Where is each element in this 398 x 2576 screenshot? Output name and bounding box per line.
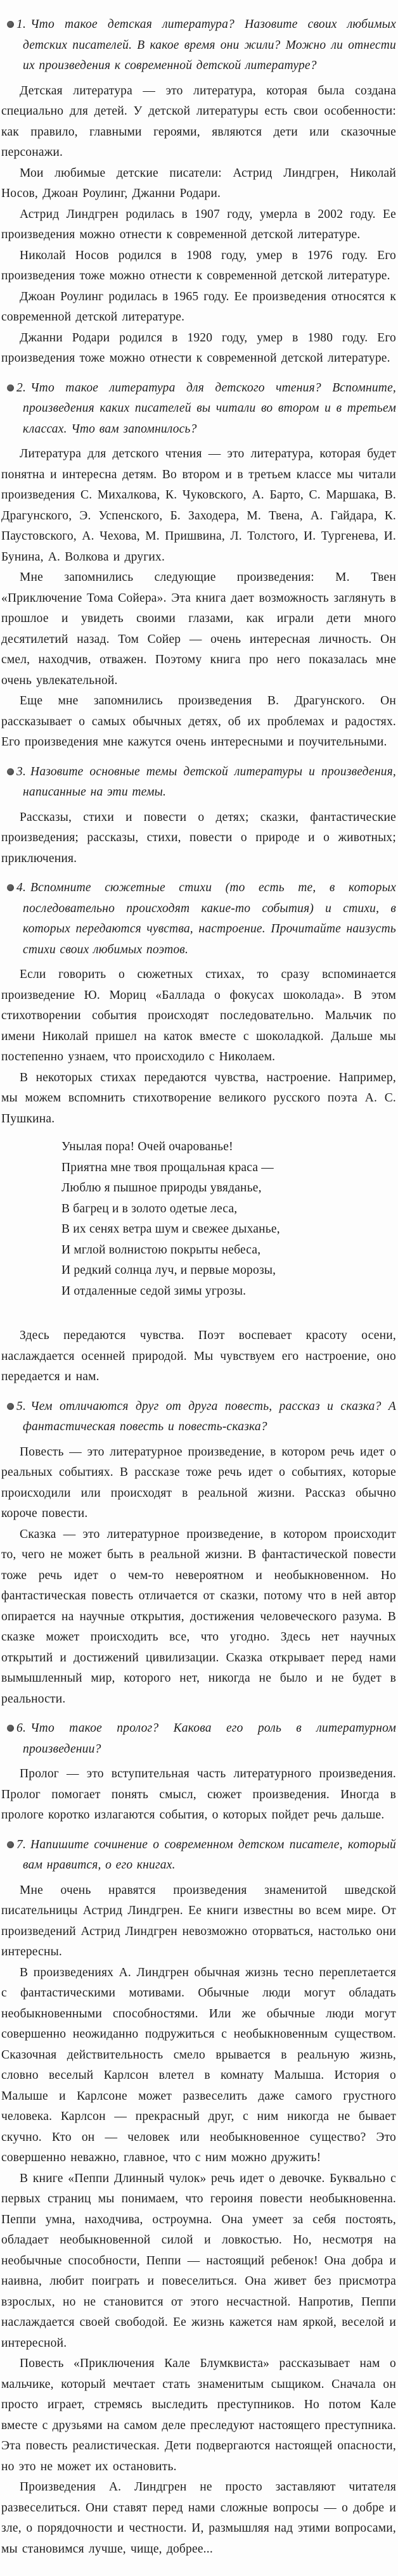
question-2	[1, 378, 396, 440]
question-number: 5.	[16, 1399, 27, 1413]
answer-paragraph: Мои любимые детские писатели: Астрид Линдгрен, Николай Носов, Джоан Роулинг, Джанни Родари.	[1, 166, 396, 200]
answer-paragraph: Повесть — это литературное произведение, в котором речь идет о реальных событиях. В рассказе тоже речь идет о событиях, которые происходили или происходят в реальной жизни. Рассказ обычно короче повести.	[1, 1445, 396, 1520]
answer-paragraph: Сказка — это литературное произведение, в котором происходит то, чего не может быть в реальной жизни. В фантастической повести тоже речь идет о чем-то невероятном и необыкновенном. Но фантастическая повесть отличается от сказки, потому что в ней автор опирается на научные открытия, достижения человеческого разума. В сказке может происходить все, что угодно. Здесь нет научных открытий и достижений цивилизации. Сказка открывает перед нами вымышленный мир, которого нет, никогда не было и не будет в реальности.	[1, 1527, 396, 1706]
question-text: Что такое пролог? Какова его роль в литературном произведении?	[23, 1722, 396, 1756]
question-6	[1, 1718, 396, 1760]
poem-line: И мглой волнистою покрыты небеса,	[61, 1243, 261, 1257]
question-text: Назовите основные темы детской литературы и произведения, написанные на эти темы.	[23, 765, 396, 799]
answer-paragraph: Здесь передаются чувства. Поэт воспевает красоту осени, наслаждается осенней природой. Мы чувствуем его настроение, оно передается и нам.	[1, 1329, 396, 1383]
question-text: Вспомните сюжетные стихи (то есть те, в которых последовательно происходят какие-то события) и стихи, в которых передаются чувства, настроение. Прочитайте наизусть стихи своих любимых поэтов.	[23, 881, 396, 956]
bullet-icon	[7, 1725, 14, 1732]
answer-paragraph: Джанни Родари родился в 1920 году, умер в 1980 году. Его произведения тоже можно отнести к современной детской литературе.	[1, 331, 396, 365]
answer-paragraph: Если говорить о сюжетных стихах, то сразу вспоминается произведение Ю. Мориц «Баллада о фокусах шоколада». В этом стихотворении события происходят последовательно. Мальчик по имени Николай пришел на каток вместе с шоколадкой. Дальше мы постепенно узнаем, что происходило с Николаем.	[1, 968, 396, 1063]
answer-paragraph: Николай Носов родился в 1908 году, умер в 1976 году. Его произведения тоже можно отнести к современной детской литературе.	[1, 248, 396, 282]
answer-paragraph: Еще мне запомнились произведения В. Драгунского. Он рассказывает о самых обычных детях, об их проблемах и радостях. Его произведения мне кажутся очень интересными и поучительными.	[1, 694, 396, 749]
answer-paragraph: В некоторых стихах передаются чувства, настроение. Например, мы можем вспомнить стихотворение великого русского поэта А. С. Пушкина.	[1, 1070, 396, 1126]
bullet-icon	[7, 21, 14, 28]
answer-paragraph: Повесть «Приключения Кале Блумквиста» рассказывает нам о мальчике, который мечтает стать знаменитым сыщиком. Сначала он просто играет, стремясь выследить преступников. Но потом Кале вместе с друзьями на самом деле преследуют настоящего преступника. Эта повесть реалистическая. Дети подвергаются настоящей опасности, но это не может их остановить.	[1, 2357, 396, 2473]
poem-line: В их сенях ветра шум и свежее дыханье,	[61, 1222, 280, 1236]
poem-line: В багрец и в золото одетые леса,	[61, 1202, 238, 1215]
answer-paragraph: Пролог — это вступительная часть литературного произведения. Пролог помогает понять смысл, сюжет произведения. Иногда в прологе коротко излагаются события, о которых пойдет речь дальше.	[1, 1767, 396, 1822]
question-text: Что такое литература для детского чтения? Вспомните, произведения каких писателей вы читали во втором и в третьем классах. Что вам запомнилось?	[23, 381, 396, 436]
bullet-icon	[7, 1403, 14, 1410]
answer-paragraph: Астрид Линдгрен родилась в 1907 году, умерла в 2002 году. Ее произведения можно отнести к современной детской литературе.	[1, 207, 396, 241]
answer-paragraph: В произведениях А. Линдгрен обычная жизнь тесно переплетается с фантастическими мотивами. Обычные люди могут обладать необыкновенными способностями. Или же обычные люди могут совершенно неожиданно подружиться с необыкновенным существом. Сказочная действительность смело врывается в реальную жизнь, словно веселый Карлсон влетел в комнату Малыша. История о Малыше и Карлсоне может развеселить даже самого грустного человека. Карлсон — прекрасный друг, с ним никогда не бывает скучно. Кто он — человек или необыкновенное существо? Это совершенно неважно, главное, что с ним можно дружить!	[1, 1965, 396, 2164]
question-number: 3.	[16, 765, 27, 778]
bullet-icon	[7, 768, 14, 775]
question-number: 6.	[16, 1722, 27, 1735]
question-5	[1, 1397, 396, 1438]
answer-paragraph: Джоан Роулинг родилась в 1965 году. Ее произведения относятся к современной детской литературе.	[1, 289, 396, 324]
question-number: 1.	[16, 18, 27, 31]
poem-line: И отдаленные седой зимы угрозы.	[61, 1284, 247, 1298]
question-text: Напишите сочинение о современном детском писателе, который вам нравится, о его книгах.	[23, 1837, 396, 1872]
poem-line: И редкий солнца луч, и первые морозы,	[61, 1264, 276, 1277]
question-number: 4.	[16, 881, 27, 894]
answer-paragraph: В книге «Пеппи Длинный чулок» речь идет о девочке. Буквально с первых страниц мы понимаем, что героиня повести необыкновенна. Пеппи умна, находчива, остроумна. Она умеет за себя постоять, обладает необыкновенной силой и ловкостью. Но, несмотря на необычные способности, Пеппи — настоящий ребенок! Она добра и наивна, любит поиграть и повеселиться. Она живет без присмотра взрослых, но не становится от этого несчастной. Напротив, Пеппи наслаждается своей свободой. Ее жизнь кажется нам яркой, веселой и интересной.	[1, 2171, 396, 2350]
poem-line: Приятна мне твоя прощальная краса —	[61, 1160, 274, 1174]
answer-paragraph: Детская литература — это литература, которая была создана специально для детей. У детской литературы есть свои особенности: как правило, главными героями, являются дети или сказочные персонажи.	[1, 84, 396, 159]
question-text: Чем отличаются друг от друга повесть, рассказ и сказка? А фантастическая повесть и повесть-сказка?	[23, 1399, 396, 1433]
question-number: 7.	[16, 1837, 27, 1851]
bullet-icon	[7, 884, 14, 891]
scanned-book-page	[1, 15, 396, 2560]
poem-pushkin	[61, 1137, 396, 1302]
bullet-icon	[7, 384, 14, 391]
question-number: 2.	[16, 381, 27, 395]
answer-paragraph: Мне очень нравятся произведения знаменитой шведской писательницы Астрид Линдгрен. Ее книги известны во всем мире. От произведений Астрид Линдгрен невозможно оторваться, настолько они интересны.	[1, 1883, 396, 1958]
bullet-icon	[7, 1841, 14, 1848]
question-7	[1, 1835, 396, 1876]
question-1	[1, 15, 396, 77]
answer-paragraph: Рассказы, стихи и повести о детях; сказки, фантастические произведения; рассказы, стихи, повести о природе и о животных; приключения.	[1, 810, 396, 865]
question-3	[1, 762, 396, 803]
answer-paragraph: Литература для детского чтения — это литература, которая будет понятна и интересна детям. Во втором и в третьем классе мы читали произведения С. Михалкова, К. Чуковского, А. Барто, С. Маршака, В. Драгунского, Э. Успенского, Б. Заходера, М. Твена, А. Гайдара, К. Паустовского, А. Чехова, М. Пришвина, Л. Толстого, И. Тургенева, И. Бунина, А. Волкова и других.	[1, 447, 396, 564]
poem-line: Люблю я пышное природы увяданье,	[61, 1181, 262, 1195]
answer-paragraph: Произведения А. Линдгрен не просто заставляют читателя развеселиться. Они ставят перед нами сложные вопросы — о добре и зле, о порядочности и честности. И, размышляя над этими вопросами, мы становимся лучше, чище, добрее...	[1, 2480, 396, 2556]
poem-line: Унылая пора! Очей очарованье!	[61, 1140, 233, 1153]
answer-paragraph: Мне запомнились следующие произведения: М. Твен «Приключение Тома Сойера». Эта книга дает возможность заглянуть в прошлое и увидеть своими глазами, как играли дети много десятилетий назад. Том Сойер — очень интересная личность. Он смел, находчив, отважен. Поэтому книга про него показалась мне очень увлекательной.	[1, 571, 396, 687]
question-4	[1, 878, 396, 960]
question-text: Что такое детская литература? Назовите своих любимых детских писателей. В какое время они жили? Можно ли отнести их произведения к современной детской литературе?	[23, 18, 396, 72]
